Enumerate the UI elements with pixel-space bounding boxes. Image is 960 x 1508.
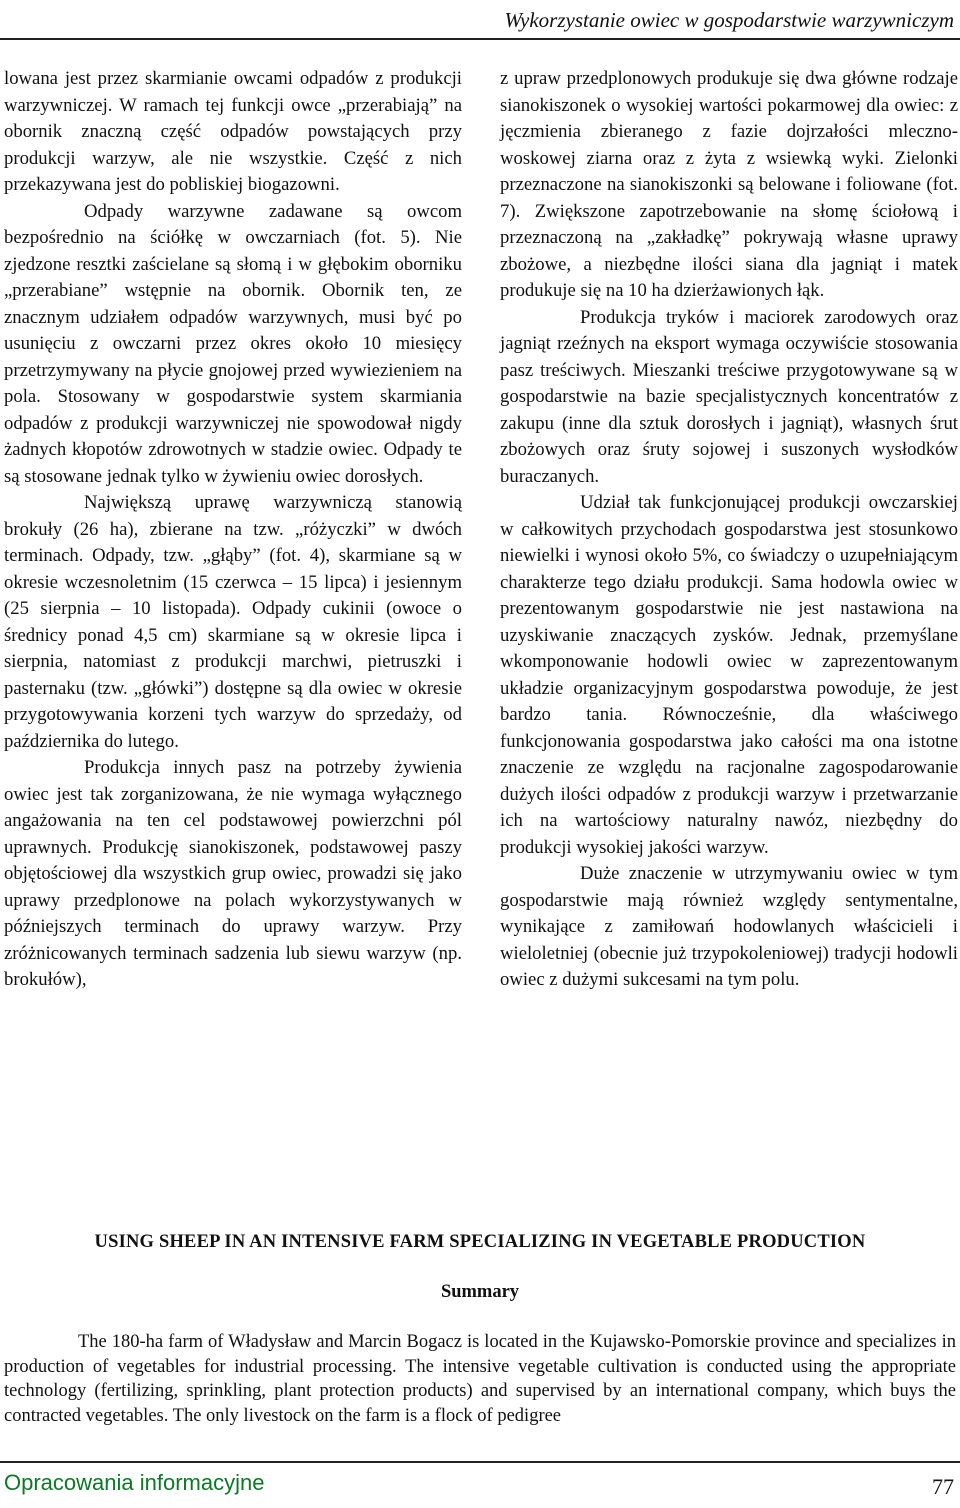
right-paragraph-1: z upraw przedplonowych produkuje się dwa główne rodzaje sianokiszonek o wysokiej wartości pokarmowej dla owiec: z jęczmienia zbieranego z fazie dojrzałości mleczno-woskowej ziarna oraz z żyta z wsiewką wyki. Zielonki przeznaczone na sianokiszonki są belowane i foliowane (fot. 7). Zwiększone zapotrzebowanie na słomę ściołową i przeznaczoną na „zakładkę” pokrywają własne uprawy zbożowe, a niezbędne ilości siana dla jagniąt i matek produkuje się na 10 ha dzierżawionych łąk. bbox=[500, 68, 958, 301]
right-paragraph-2: Produkcja tryków i maciorek zarodowych oraz jagniąt rzeźnych na eksport wymaga oczywiście stosowania pasz treściwych. Mieszanki treściwe przygotowywane są w gospodarstwie na bazie specjalistycznych koncentratów z zakupu (inne dla sztuk dorosłych i jagniąt), własnych śrut zbożowych oraz śruty sojowej i suszonych wysłodków buraczanych. bbox=[500, 306, 958, 487]
left-paragraph-1: lowana jest przez skarmianie owcami odpadów z produkcji warzywniczej. W ramach tej funkcji owce „przerabiają” na obornik znaczną część odpadów powstających przy produkcji warzyw, ale nie wszystkie. Część z nich przekazywana jest do pobliskiej biogazowni. bbox=[4, 68, 462, 195]
publication-name: Opracowania informacyjne bbox=[4, 1470, 265, 1495]
right-paragraph-3: Udział tak funkcjonującej produkcji owczarskiej w całkowitych przychodach gospodarstwa jest stosunkowo niewielki i wynosi około 5%, co świadczy o uzupełniającym charakterze tego działu produkcji. Sama hodowla owiec w prezentowanym gospodarstwie nie jest nastawiona na uzyskiwanie znaczących zysków. Jednak, przemyślane wkomponowanie hodowli owiec w zaprezentowanym układzie organizacyjnym gospodarstwa powoduje, że jest bardzo tania. Równocześnie, dla właściwego funkcjonowania gospodarstwa jako całości ma ona istotne znaczenie ze względu na racjonalne zagospodarowanie dużych ilości odpadów z produkcji warzyw i przetwarzanie ich na wartościowy naturalny nawóz, niezbędny do produkcji wysokiej jakości warzyw. bbox=[500, 492, 958, 858]
page-number: 77 bbox=[932, 1474, 954, 1499]
footer-rule bbox=[0, 1461, 960, 1463]
left-paragraph-4: Produkcja innych pasz na potrzeby żywienia owiec jest tak zorganizowana, że nie wymaga wyłącznego angażowania na ten cel podstawowej powierzchni pól uprawnych. Produkcję sianokiszonek, podstawowej paszy objętościowej dla wszystkich grup owiec, prowadzi się jako uprawy przedplonowe na polach wykorzystywanych w późniejszych terminach do uprawy warzyw. Przy zróżnicowanych terminach sadzenia lub siewu warzyw (np. brokułów), bbox=[4, 757, 462, 990]
left-paragraph-2: Odpady warzywne zadawane są owcom bezpośrednio na ściółkę w owczarniach (fot. 5). Nie zjedzone resztki zaścielane są słomą i w głębokim oborniku „przerabiane” wstępnie na obornik. Obornik ten, ze znacznym udziałem odpadów warzywnych, musi być po usunięciu z owczarni przez okres około 10 miesięcy przetrzymywany na płycie gnojowej przed wywiezieniem na pola. Stosowany w gospodarstwie system skarmiania odpadów z produkcji warzywniczej nie spowodował nigdy żadnych kłopotów zdrowotnych w stadzie owiec. Odpady te są stosowane jednak tylko w żywieniu owiec dorosłych. bbox=[4, 200, 462, 487]
right-column bbox=[500, 66, 958, 994]
header-rule bbox=[0, 38, 960, 40]
left-column bbox=[4, 66, 462, 994]
right-paragraph-4: Duże znaczenie w utrzymywaniu owiec w tym gospodarstwie mają również względy sentymentalne, wynikające z zamiłowań hodowlanych właścicieli i wieloletniej (obecnie już trzypokoleniowej) tradycji hodowli owiec z dużymi sukcesami na tym polu. bbox=[500, 863, 958, 990]
running-header: Wykorzystanie owiec w gospodarstwie warzywniczym bbox=[504, 8, 954, 32]
left-paragraph-3: Największą uprawę warzywniczą stanowią brokuły (26 ha), zbierane na tzw. „różyczki” w dwóch terminach. Odpady, tzw. „głąby” (fot. 4), skarmiane są w okresie wczesnoletnim (15 czerwca – 15 lipca) i jesiennym (25 sierpnia – 10 listopada). Odpady cukinii (owoce o średnicy ponad 4,5 cm) skarmiane są w okresie lipca i sierpnia, natomiast z produkcji marchwi, pietruszki i pasternaku (tzw. „główki”) dostępne są dla owiec w okresie przygotowywania korzeni tych warzyw do sprzedaży, od października do lutego. bbox=[4, 492, 462, 752]
summary-title: USING SHEEP IN AN INTENSIVE FARM SPECIALIZING IN VEGETABLE PRODUCTION bbox=[94, 1232, 866, 1252]
summary-heading: Summary bbox=[440, 1282, 520, 1302]
summary-text: The 180-ha farm of Władysław and Marcin Bogacz is located in the Kujawsko-Pomorskie province and specializes in production of vegetables for industrial processing. The intensive vegetable cultivation is conducted using the appropriate technology (fertilizing, sprinkling, plant protection products) and supervised by an international company, which buys the contracted vegetables. The only livestock on the farm is a flock of pedigree bbox=[4, 1332, 956, 1426]
